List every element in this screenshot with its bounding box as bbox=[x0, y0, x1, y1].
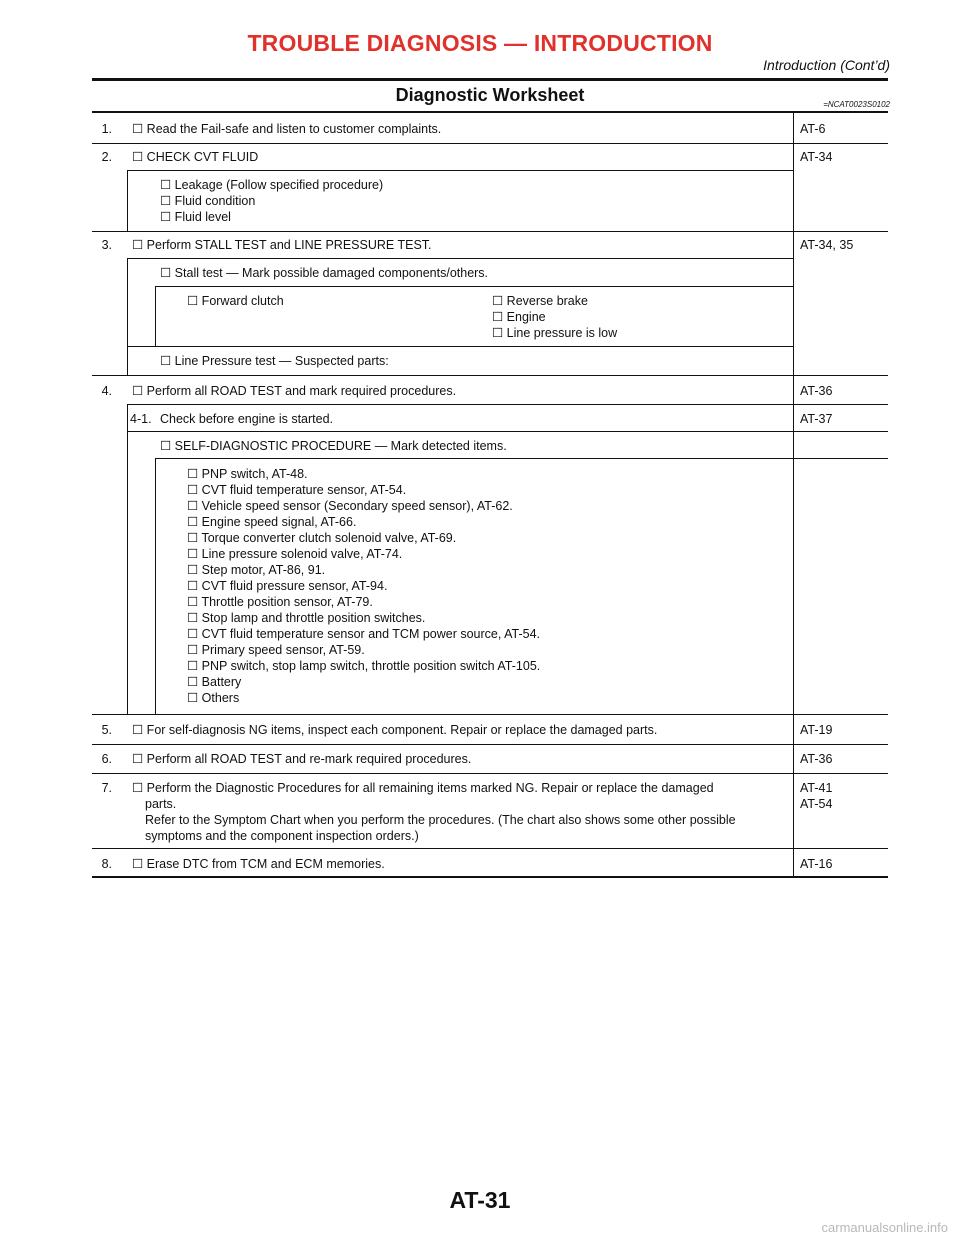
step-number: 6. bbox=[101, 752, 112, 766]
step-reference: AT-54 bbox=[800, 797, 833, 811]
step-number: 2. bbox=[101, 150, 112, 164]
step-reference: AT-41 bbox=[800, 781, 833, 795]
row-line bbox=[127, 404, 888, 405]
step-text: Check before engine is started. bbox=[160, 412, 334, 426]
list-item: ☐ PNP switch, stop lamp switch, throttle position switch AT-105. bbox=[187, 659, 541, 673]
step-number: 7. bbox=[101, 781, 112, 795]
checklist-item: ☐ Engine bbox=[492, 310, 546, 324]
step-number: 8. bbox=[101, 857, 112, 871]
page-header-title: TROUBLE DIAGNOSIS — INTRODUCTION bbox=[247, 30, 713, 56]
list-item: ☐ PNP switch, AT-48. bbox=[187, 467, 308, 481]
row-line bbox=[127, 170, 793, 171]
step-number: 5. bbox=[101, 723, 112, 737]
list-item: ☐ CVT fluid temperature sensor, AT-54. bbox=[187, 483, 407, 497]
list-item: ☐ Torque converter clutch solenoid valve, AT-69. bbox=[187, 531, 457, 545]
step-text: Refer to the Symptom Chart when you perform the procedures. (The chart also shows some other possible bbox=[145, 813, 736, 827]
indent-line bbox=[155, 286, 156, 346]
step-reference: AT-16 bbox=[800, 857, 833, 871]
list-item: ☐ Step motor, AT-86, 91. bbox=[187, 563, 326, 577]
row-line bbox=[127, 258, 793, 259]
header-divider bbox=[92, 78, 888, 81]
step-text: ☐ Perform the Diagnostic Procedures for all remaining items marked NG. Repair or replace the damaged bbox=[132, 781, 714, 795]
step-text: symptoms and the component inspection orders.) bbox=[145, 829, 419, 843]
list-item: ☐ Engine speed signal, AT-66. bbox=[187, 515, 357, 529]
indent-line bbox=[127, 170, 128, 232]
indent-line bbox=[155, 458, 156, 714]
watermark: carmanualsonline.info bbox=[821, 1220, 948, 1235]
checklist-item: ☐ Leakage (Follow specified procedure) bbox=[160, 178, 384, 192]
step-number: 4. bbox=[101, 384, 112, 398]
step-text: ☐ For self-diagnosis NG items, inspect each component. Repair or replace the damaged parts. bbox=[132, 723, 658, 737]
list-item: ☐ Line pressure solenoid valve, AT-74. bbox=[187, 547, 403, 561]
step-reference: AT-34 bbox=[800, 150, 833, 164]
step-text: ☐ CHECK CVT FLUID bbox=[132, 150, 259, 164]
step-text: ☐ Perform STALL TEST and LINE PRESSURE TEST. bbox=[132, 238, 432, 252]
step-reference: AT-19 bbox=[800, 723, 833, 737]
row-line bbox=[92, 231, 888, 232]
checklist-item: ☐ SELF-DIAGNOSTIC PROCEDURE — Mark detected items. bbox=[160, 439, 507, 453]
list-item: ☐ Primary speed sensor, AT-59. bbox=[187, 643, 365, 657]
row-line bbox=[155, 286, 793, 287]
step-text: parts. bbox=[145, 797, 177, 811]
checklist-item: ☐ Fluid level bbox=[160, 210, 231, 224]
step-reference: AT-37 bbox=[800, 412, 833, 426]
step-number: 1. bbox=[101, 122, 112, 136]
step-text: ☐ Read the Fail-safe and listen to customer complaints. bbox=[132, 122, 442, 136]
indent-line bbox=[127, 258, 128, 375]
checklist-item: ☐ Stall test — Mark possible damaged components/others. bbox=[160, 266, 489, 280]
row-line bbox=[92, 375, 888, 376]
row-line bbox=[127, 346, 793, 347]
row-line bbox=[92, 773, 888, 774]
checklist-item: ☐ Fluid condition bbox=[160, 194, 256, 208]
page-header-subtitle: Introduction (Cont’d) bbox=[763, 57, 890, 73]
step-text: ☐ Erase DTC from TCM and ECM memories. bbox=[132, 857, 385, 871]
page-number: AT-31 bbox=[449, 1187, 511, 1213]
indent-line bbox=[127, 404, 128, 714]
list-item: ☐ Battery bbox=[187, 675, 242, 689]
step-text: ☐ Perform all ROAD TEST and mark required procedures. bbox=[132, 384, 457, 398]
worksheet-title: Diagnostic Worksheet bbox=[395, 85, 585, 105]
list-item: ☐ CVT fluid pressure sensor, AT-94. bbox=[187, 579, 388, 593]
step-reference: AT-34, 35 bbox=[800, 238, 854, 252]
substep-number: 4-1. bbox=[130, 412, 152, 426]
checklist-item: ☐ Line pressure is low bbox=[492, 326, 618, 340]
ref-column-divider bbox=[793, 112, 794, 878]
step-reference: AT-36 bbox=[800, 384, 833, 398]
step-reference: AT-6 bbox=[800, 122, 826, 136]
checklist-item: ☐ Forward clutch bbox=[187, 294, 284, 308]
step-number: 3. bbox=[101, 238, 112, 252]
worksheet-top-rule bbox=[92, 111, 888, 113]
list-item: ☐ Throttle position sensor, AT-79. bbox=[187, 595, 373, 609]
list-item: ☐ Stop lamp and throttle position switches. bbox=[187, 611, 426, 625]
step-reference: AT-36 bbox=[800, 752, 833, 766]
table-bottom-rule bbox=[92, 876, 888, 878]
row-line bbox=[127, 431, 888, 432]
row-line bbox=[155, 458, 888, 459]
worksheet-code: =NCAT0023S0102 bbox=[823, 100, 890, 109]
checklist-item: ☐ Reverse brake bbox=[492, 294, 588, 308]
list-item: ☐ Others bbox=[187, 691, 240, 705]
row-line bbox=[92, 848, 888, 849]
row-line bbox=[92, 143, 888, 144]
list-item: ☐ CVT fluid temperature sensor and TCM power source, AT-54. bbox=[187, 627, 541, 641]
row-line bbox=[92, 714, 888, 715]
checklist-item: ☐ Line Pressure test — Suspected parts: bbox=[160, 354, 389, 368]
step-text: ☐ Perform all ROAD TEST and re-mark required procedures. bbox=[132, 752, 472, 766]
row-line bbox=[92, 744, 888, 745]
list-item: ☐ Vehicle speed sensor (Secondary speed sensor), AT-62. bbox=[187, 499, 513, 513]
